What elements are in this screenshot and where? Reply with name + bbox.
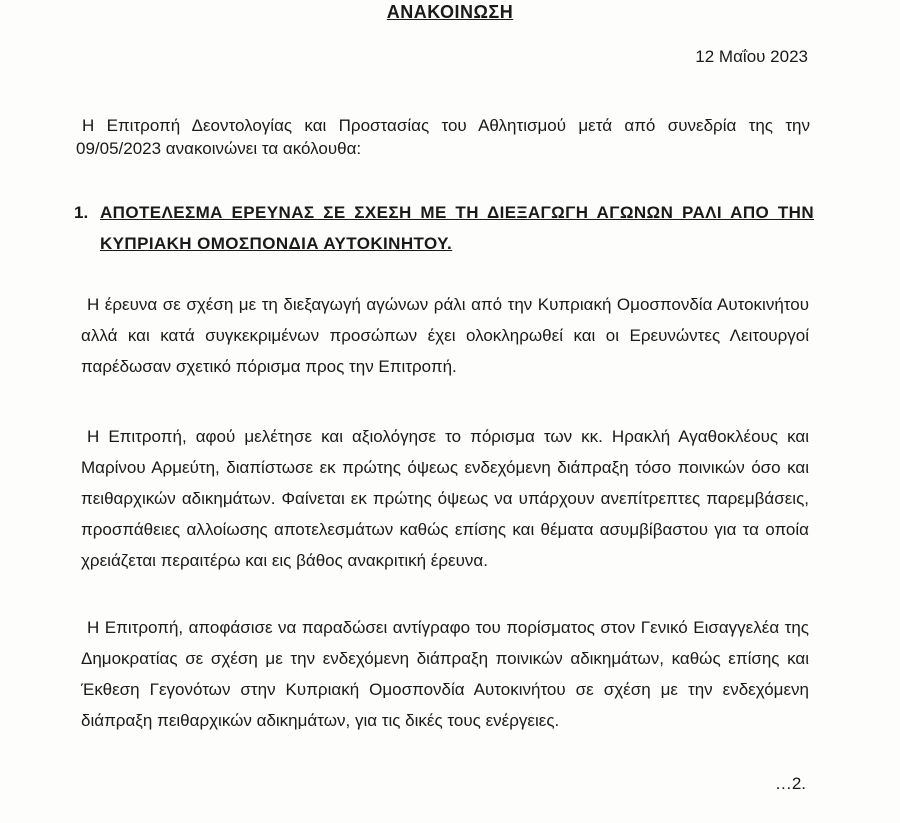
section-1-number: 1. — [74, 203, 89, 222]
section-1-heading — [74, 197, 814, 259]
section-1-paragraph-1: Η έρευνα σε σχέση με τη διεξαγωγή αγώνων ράλι από την Κυπριακή Ομοσπονδία Αυτοκινήτου αλλά και κατά συγκεκριμένων προσώπων έχει ολοκληρωθεί και οι Ερευνώντες Λειτουργοί παρέδωσαν σχετικό πόρισμα προς την Επιτροπή. — [81, 295, 809, 376]
section-1-heading-text: ΑΠΟΤΕΛΕΣΜΑ ΕΡΕΥΝΑΣ ΣΕ ΣΧΕΣΗ ΜΕ ΤΗ ΔΙΕΞΑΓΩΓΗ ΑΓΩΝΩΝ ΡΑΛΙ ΑΠΟ ΤΗΝ ΚΥΠΡΙΑΚΗ ΟΜΟΣΠΟΝΔΙΑ ΑΥΤΟΚΙΝΗΤΟΥ. — [100, 203, 814, 253]
intro-paragraph: Η Επιτροπή Δεοντολογίας και Προστασίας του Αθλητισμού μετά από συνεδρία της την 09/05/2023 ανακοινώνει τα ακόλουθα: — [76, 116, 810, 158]
section-1-paragraph-3: Η Επιτροπή, αποφάσισε να παραδώσει αντίγραφο του πορίσματος στον Γενικό Εισαγγελέα της Δημοκρατίας σε σχέση με την ενδεχόμενη διάπραξη ποινικών αδικημάτων, καθώς επίσης και Έκθεση Γεγονότων στην Κυπριακή Ομοσπονδία Αυτοκινήτου σε σχέση με την ενδεχόμενη διάπραξη πειθαρχικών αδικημάτων, για τις δικές τους ενέργειες. — [81, 618, 809, 730]
page-continuation-marker: …2. — [774, 774, 806, 793]
document-date: 12 Μαΐου 2023 — [695, 47, 808, 66]
document-title: ΑΝΑΚΟΙΝΩΣΗ — [386, 2, 514, 22]
section-1-paragraph-2: Η Επιτροπή, αφού μελέτησε και αξιολόγησε το πόρισμα των κκ. Ηρακλή Αγαθοκλέους και Μαρίνου Αρμεύτη, διαπίστωσε εκ πρώτης όψεως ενδεχόμενη διάπραξη τόσο ποινικών όσο και πειθαρχικών αδικημάτων. Φαίνεται εκ πρώτης όψεως να υπάρχουν ανεπίτρεπτες παρεμβάσεις, προσπάθειες αλλοίωσης αποτελεσμάτων καθώς επίσης και θέματα ασυμβίβαστου για τα οποία χρειάζεται περαιτέρω και εις βάθος ανακριτική έρευνα. — [81, 427, 809, 570]
